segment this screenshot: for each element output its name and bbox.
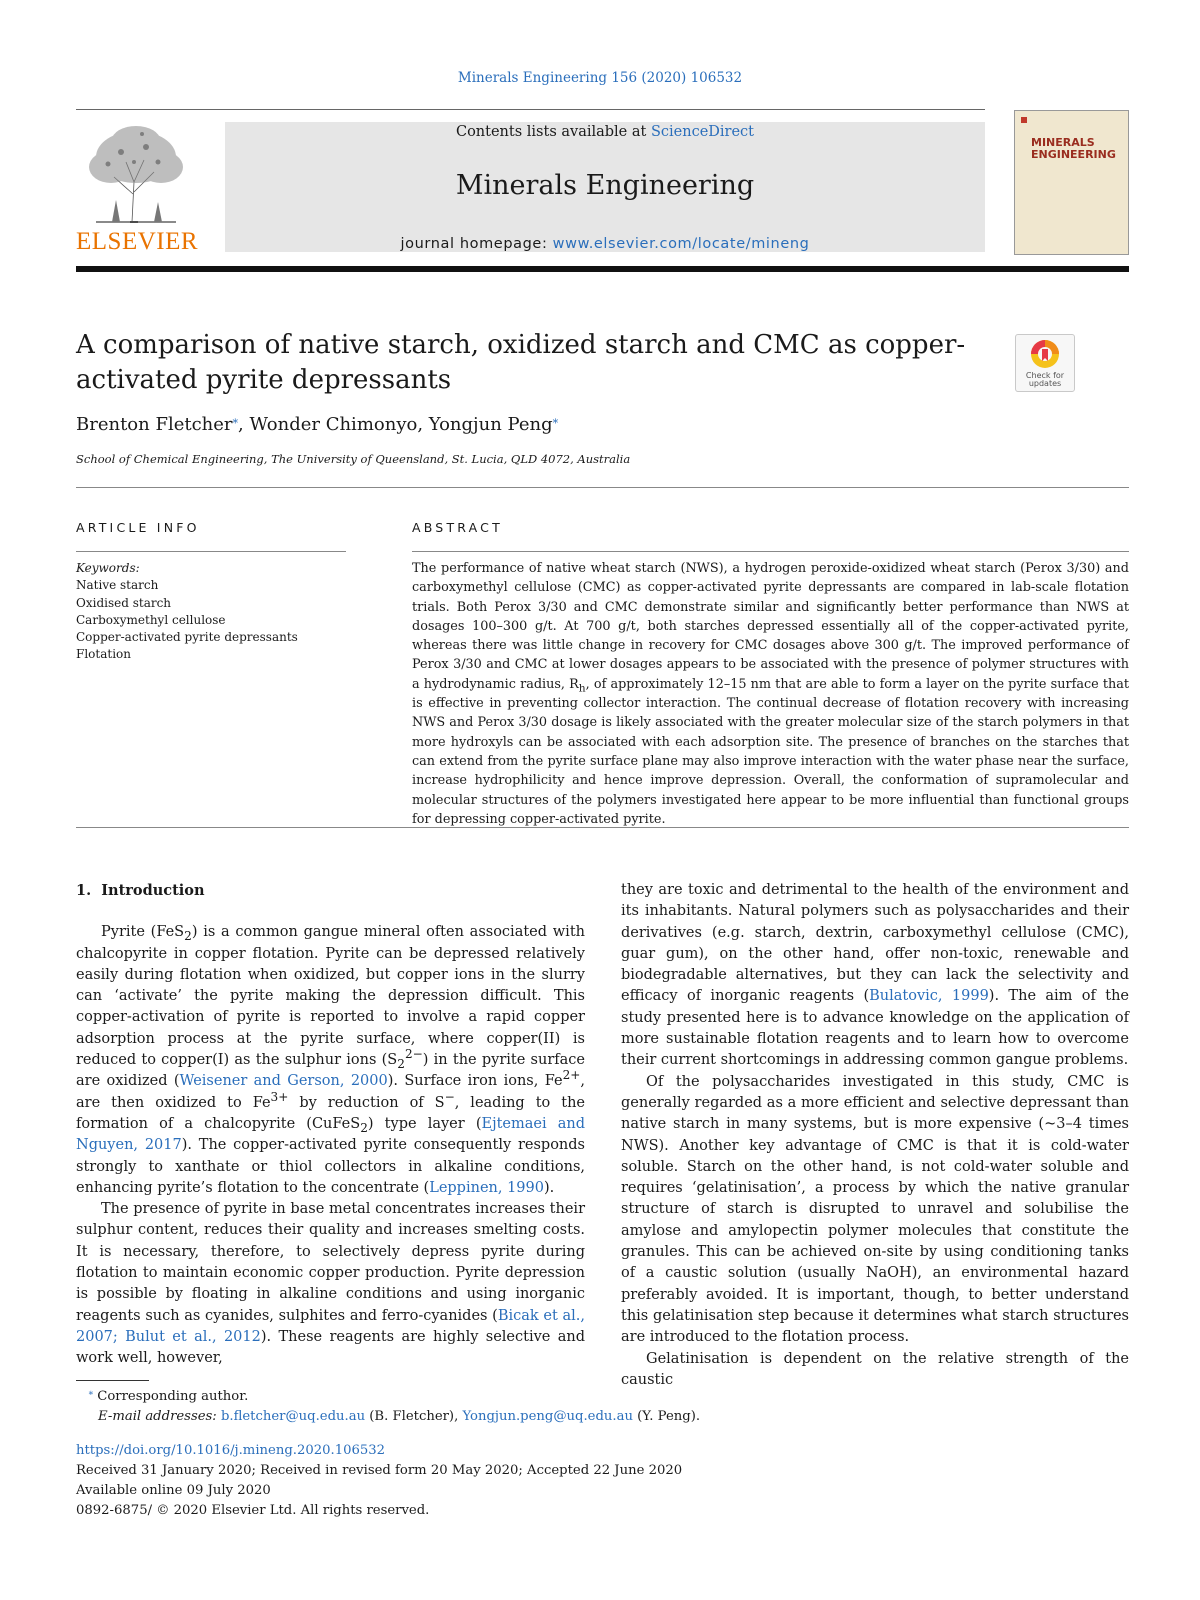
keyword-item: Flotation (76, 647, 131, 662)
keywords-block (76, 560, 356, 664)
abstract-part: , of approximately 12–15 nm that are able to form a layer on the pyrite surface that is effective in preventing collector interaction. The continual decrease of flotation recovery with increasing NWS and Perox 3/30 dosage is likely associated with the greater molecular size of the starch polymers in that more hydroxyls can be associated with each adsorption site. The presence of branches on the starches that can extend from the pyrite surface plane may also improve interaction with the water phase near the surface, increase hydrophilicity and hence improve depression. Overall, the conformation of supramolecular and molecular structures of the polymers investigated here appear to be more influential than functional groups for depressing copper-activated pyrite. (412, 676, 1129, 827)
citation-link[interactable]: Leppinen, 1990 (429, 1179, 544, 1196)
contents-prefix: Contents lists available at (455, 124, 651, 140)
author-name[interactable]: Brenton Fletcher (76, 414, 233, 435)
header-thick-rule (76, 266, 1129, 272)
body-right-column (621, 880, 1129, 1391)
abstract-subscript: h (578, 681, 586, 695)
homepage-link[interactable]: www.elsevier.com/locate/mineng (552, 236, 810, 252)
abstract-heading: ABSTRACT (412, 520, 503, 535)
paragraph: The presence of pyrite in base metal concentrates increases their sulphur content, reduces their quality and increases smelting costs. It is necessary, therefore, to selectively depress pyrite during flotation to maintain economic copper production. Pyrite depression is possible by floating in alkaline conditions and using inorganic reagents such as cyanides, sulphites and ferro-cyanides (Bicak et al., 2007; Bulut et al., 2012). These reagents are highly selective and work well, however, (76, 1201, 585, 1367)
article-title: A comparison of native starch, oxidized starch and CMC as copper-activated pyrite depressants (76, 330, 966, 395)
section-number: 1. (76, 882, 92, 899)
cover-title (1031, 137, 1116, 161)
keyword-item: Carboxymethyl cellulose (76, 612, 226, 627)
body-left-column (76, 880, 585, 1370)
contents-line (225, 124, 985, 140)
citation-link[interactable]: Bicak et al., 2007; Bulut et al., 2012 (76, 1307, 585, 1345)
homepage-line (225, 236, 985, 252)
keyword-item: Oxidised starch (76, 595, 172, 610)
citation-link[interactable]: Ejtemaei and Nguyen, 2017 (76, 1115, 585, 1154)
journal-title: Minerals Engineering (455, 170, 755, 201)
email-owner: (Y. Peng). (632, 1409, 701, 1424)
paragraph: Pyrite (FeS$_2$) is a common gangue mineral often associated with chalcopyrite in copper flotation. Pyrite can be depressed relatively easily during flotation when oxidized, but copper ions in the slurry can ‘activate’ the pyrite making the depression difficult. This copper-activation of pyrite is reported to involve a rapid copper adsorption process at the pyrite surface, where copper(II) is reduced to copper(I) as the sulphur ions $(S_2^{2-})$ in the pyrite surface are oxidized (Weisener and Gerson, 2000). Surface iron ions, $Fe^{2+}$, are then oxidized to $Fe^{3+}$ by reduction of S−, leading to the formation of a chalcopyrite (CuFeS$_2$) type layer (Ejtemaei and Nguyen, 2017). The copper-activated pyrite consequently responds strongly to xanthate or thiol collectors in alkaline conditions, enhancing pyrite’s flotation to the concentrate (Leppinen, 1990). (76, 924, 585, 1196)
keyword-item: Copper-activated pyrite depressants (76, 630, 298, 645)
author-separator: , (417, 414, 429, 435)
email-owner: (B. Fletcher), (365, 1409, 463, 1424)
keywords-label: Keywords: (76, 561, 140, 575)
section-title: Introduction (101, 882, 205, 899)
corresponding-mark[interactable]: ⁎ (232, 413, 239, 426)
header-rule (76, 109, 985, 110)
citation-link[interactable]: Weisener and Gerson, 2000 (179, 1073, 388, 1090)
publication-info (76, 1441, 1129, 1521)
paragraph: Gelatinisation is dependent on the relative strength of the caustic (621, 1350, 1129, 1388)
check-updates-line2: updates (1028, 379, 1062, 388)
corresponding-text: Corresponding author. (93, 1389, 249, 1404)
paragraph: they are toxic and detrimental to the health of the environment and its inhabitants. Natural polymers such as polysaccharides and their derivatives (e.g. starch, dextrin, carboxymethyl cellulose (CMC), guar gum), on the other hand, offer non-toxic, renewable and biodegradable alternatives, but they can lack the selectivity and efficacy of inorganic reagents (Bulatovic, 1999). The aim of the study presented here is to advance knowledge on the application of more sustainable flotation reagents and to learn how to overcome their current shortcomings in addressing common gangue problems. (621, 882, 1130, 1069)
check-updates-label (1016, 372, 1074, 388)
corresponding-footnote (76, 1387, 1129, 1407)
sciencedirect-link[interactable]: ScienceDirect (650, 124, 755, 140)
abstract-bottom-rule (76, 827, 1129, 828)
footnotes (76, 1387, 1129, 1427)
email-label: E-mail addresses: (98, 1409, 217, 1424)
keyword-item: Native starch (76, 578, 159, 593)
abstract-part: The performance of native wheat starch (NWS), a hydrogen peroxide-oxidized wheat starch (Perox 3/30) and carboxymethyl cellulose (CMC) as copper-activated pyrite depressants are compared in lab-scale flotation trials. Both Perox 3/30 and CMC demonstrate similar and significantly better performance than NWS at dosages 100–300 g/t. At 700 g/t, both starches depressed essentially all of the copper-activated pyrite, whereas there was little change in recovery for CMC dosages above 300 g/t. The improved performance of Perox 3/30 and CMC at lower dosages appears to be associated with the presence of polymer structures with a hydrodynamic radius, R (412, 561, 1129, 692)
email-link[interactable]: Yongjun.peng@uq.edu.au (462, 1409, 633, 1424)
corresponding-mark[interactable]: ⁎ (552, 413, 559, 426)
elsevier-wordmark[interactable]: ELSEVIER (76, 228, 199, 255)
doi-link[interactable]: https://doi.org/10.1016/j.mineng.2020.106532 (76, 1443, 386, 1458)
check-updates-line1: Check for (1025, 371, 1065, 380)
author-name[interactable]: Yongjun Peng (428, 414, 553, 435)
received-dates: Received 31 January 2020; Received in revised form 20 May 2020; Accepted 22 June 2020 (76, 1463, 683, 1478)
author-name[interactable]: Wonder Chimonyo (249, 414, 418, 435)
section-heading (76, 880, 585, 901)
cover-title-line2: ENGINEERING (1031, 148, 1116, 161)
abstract-rule (412, 551, 1129, 552)
check-for-updates-badge[interactable] (1015, 334, 1075, 392)
cover-title-line1: MINERALS (1031, 136, 1095, 149)
title-rule (76, 487, 1129, 488)
homepage-prefix: journal homepage: (400, 236, 553, 252)
cover-accent (1021, 117, 1027, 123)
abstract-text (412, 559, 1129, 829)
journal-citation[interactable]: Minerals Engineering 156 (2020) 106532 (457, 70, 743, 86)
affiliation: School of Chemical Engineering, The University of Queensland, St. Lucia, QLD 4072, Australia (76, 452, 631, 466)
check-updates-icon (1016, 335, 1074, 373)
copyright: 0892-6875/ © 2020 Elsevier Ltd. All rights reserved. (76, 1503, 430, 1518)
journal-cover[interactable] (1014, 110, 1129, 255)
footnote-rule (76, 1380, 149, 1381)
available-online: Available online 09 July 2020 (76, 1483, 271, 1498)
paragraph: Of the polysaccharides investigated in this study, CMC is generally regarded as a more efficient and selective depressant than native starch in many systems, but is more expensive (~3–4 times NWS). Another key advantage of CMC is that it is cold-water soluble. Starch on the other hand, is not cold-water soluble and requires ‘gelatinisation’, a process by which the native granular structure of starch is disrupted to unravel and solubilise the amylose and amylopectin polymer molecules that constitute the granules. This can be achieved on-site by using conditioning tanks of a caustic solution (usually NaOH), an environmental hazard preferably avoided. It is important, though, to better understand this gelatinisation step because it determines what starch structures are introduced to the flotation process. (621, 1073, 1129, 1346)
article-info-heading: ARTICLE INFO (76, 520, 200, 535)
email-link[interactable]: b.fletcher@uq.edu.au (220, 1409, 366, 1424)
author-separator: , (238, 414, 250, 435)
footnote-mark: ⁎ (88, 1387, 94, 1398)
article-info-rule (76, 551, 346, 552)
email-footnote (76, 1407, 1129, 1427)
citation-link[interactable]: Bulatovic, 1999 (869, 988, 989, 1005)
author-list (76, 414, 558, 435)
